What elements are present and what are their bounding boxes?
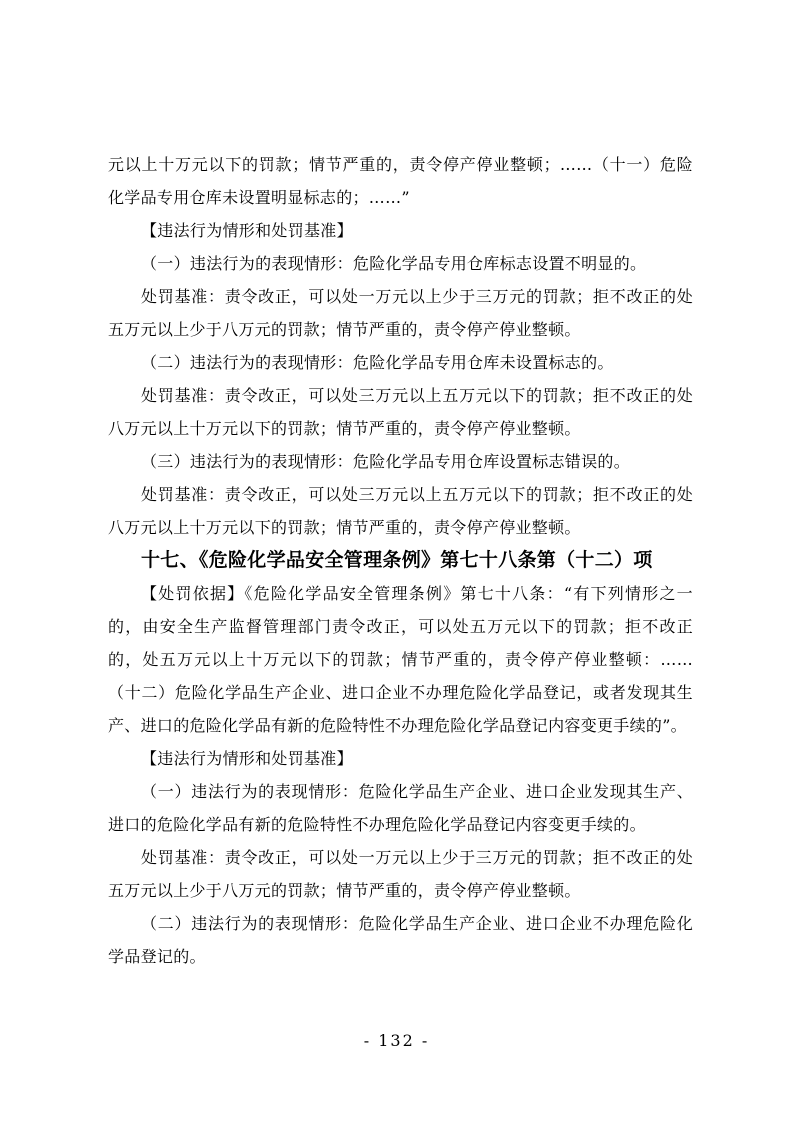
penalty-standard-2: 处罚基准：责令改正，可以处三万元以上五万元以下的罚款；拒不改正的处八万元以上十万元以下的罚款；情节严重的，责令停产停业整顿。 xyxy=(108,386,693,438)
penalty-standard-1: 处罚基准：责令改正，可以处一万元以上少于三万元的罚款；拒不改正的处五万元以上少于八万元的罚款；情节严重的，责令停产停业整顿。 xyxy=(108,848,693,900)
penalty-standard-3: 处罚基准：责令改正，可以处三万元以上五万元以下的罚款；拒不改正的处八万元以上十万元以下的罚款；情节严重的，责令停产停业整顿。 xyxy=(108,485,693,537)
violation-case-3: （三）违法行为的表现情形：危险化学品专用仓库设置标志错误的。 xyxy=(141,452,631,471)
paragraph-continuation: 元以上十万元以下的罚款；情节严重的，责令停产停业整顿；……（十一）危险化学品专用仓库未设置明显标志的；……” xyxy=(108,155,693,207)
violation-case-1: （一）违法行为的表现情形：危险化学品专用仓库标志设置不明显的。 xyxy=(141,254,647,273)
violation-case-2: （二）违法行为的表现情形：危险化学品生产企业、进口企业不办理危险化学品登记的。 xyxy=(108,914,693,966)
penalty-standard-1: 处罚基准：责令改正，可以处一万元以上少于三万元的罚款；拒不改正的处五万元以上少于八万元的罚款；情节严重的，责令停产停业整顿。 xyxy=(108,287,693,339)
section-heading: 十七、《危险化学品安全管理条例》第七十八条第（十二）项 xyxy=(141,549,653,571)
section-label-violation-criteria: 【违法行为情形和处罚基准】 xyxy=(141,221,353,240)
document-body xyxy=(108,148,693,973)
penalty-basis: 【处罚依据】《危险化学品安全管理条例》第七十八条：“有下列情形之一的，由安全生产监督管理部门责令改正，可以处五万元以下的罚款；拒不改正的，处五万元以上十万元以下的罚款；情节严重的，责令停产停业整顿：……（十二）危险化学品生产企业、进口企业不办理危险化学品登记，或者发现其生产、进口的危险化学品有新的危险特性不办理危险化学品登记内容变更手续的”。 xyxy=(108,584,693,735)
section-label-violation-criteria: 【违法行为情形和处罚基准】 xyxy=(141,749,353,768)
violation-case-2: （二）违法行为的表现情形：危险化学品专用仓库未设置标志的。 xyxy=(141,353,614,372)
page-number: - 132 - xyxy=(363,1031,430,1050)
violation-case-1: （一）违法行为的表现情形：危险化学品生产企业、进口企业发现其生产、进口的危险化学品有新的危险特性不办理危险化学品登记内容变更手续的。 xyxy=(108,782,693,834)
